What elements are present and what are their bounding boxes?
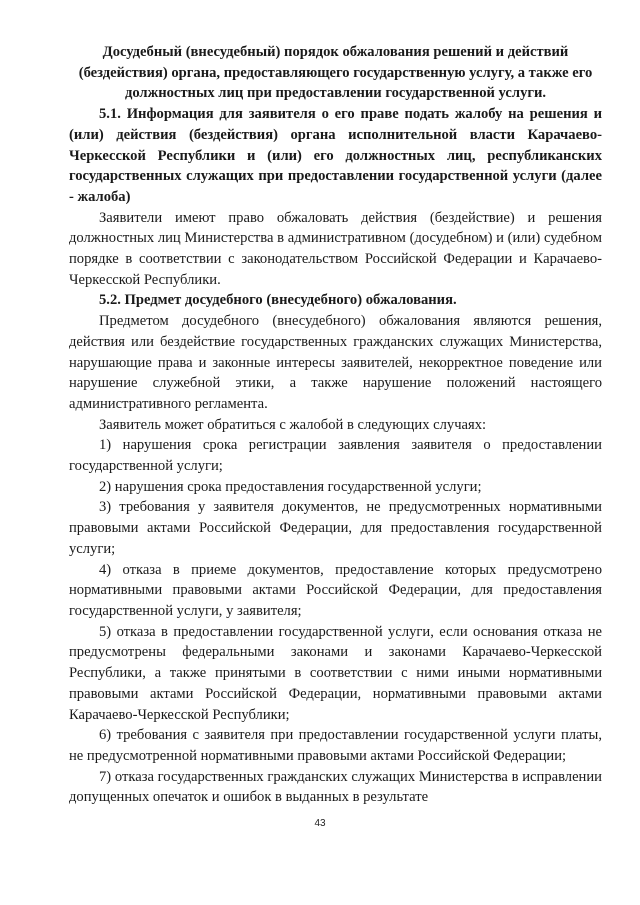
page-number: 43: [314, 818, 326, 829]
complaint-cases-intro: Заявитель может обратиться с жалобой в следующих случаях:: [99, 416, 487, 433]
complaint-case-item: 2) нарушения срока предоставления государственной услуги;: [99, 478, 482, 495]
complaint-case-item: 7) отказа государственных гражданских служащих Министерства в исправлении допущенных опечаток и ошибок в выданных в результате: [69, 768, 602, 806]
section-5-2-heading: 5.2. Предмет досудебного (внесудебного) обжалования.: [99, 292, 457, 309]
section-5-1-heading: 5.1. Информация для заявителя о его праве подать жалобу на решения и (или) действия (бездействия) органа исполнительной власти Карачаево-Черкесской Республики и (или) его должностных лиц, республиканских государственных служащих при предоставлении государственной услуги (далее - жалоба): [69, 106, 602, 205]
complaint-case-item: 3) требования у заявителя документов, не предусмотренных нормативными правовыми актами Российской Федерации, для предоставления государственной услуги;: [69, 499, 602, 557]
complaint-case-item: 5) отказа в предоставлении государственной услуги, если основания отказа не предусмотрены федеральными законами и законами Карачаево-Черкесской Республики, а также принятыми в соответствии с ними иными нормативными правовыми актами Российской Федерации, нормативными правовыми актами Карачаево-Черкесской Республики;: [69, 623, 602, 723]
complaint-case-item: 4) отказа в приеме документов, предоставление которых предусмотрено нормативными правовыми актами Российской Федерации, для предоставления государственной услуги, у заявителя;: [69, 561, 602, 619]
complaint-case-item: 1) нарушения срока регистрации заявления заявителя о предоставлении государственной услуги;: [69, 437, 602, 475]
section-5-2-paragraph: Предметом досудебного (внесудебного) обжалования являются решения, действия или бездействие государственных гражданских служащих Министерства, нарушающие права и законные интересы заявителей, некорректное поведение или нарушение служебной этики, а также нарушение положений настоящего административного регламента.: [69, 313, 602, 412]
section-5-1-paragraph: Заявители имеют право обжаловать действия (бездействие) и решения должностных лиц Министерства в административном (досудебном) и (или) судебном порядке в соответствии с законодательством Российской Федерации и Карачаево-Черкесской Республики.: [69, 209, 602, 288]
document-title: Досудебный (внесудебный) порядок обжалования решений и действий (бездействия) органа, предоставляющего государственную услугу, а также его должностных лиц при предоставлении государственной услуги.: [78, 44, 593, 102]
complaint-case-item: 6) требования с заявителя при предоставлении государственной услуги платы, не предусмотренной нормативными правовыми актами Российской Федерации;: [69, 727, 602, 764]
document-page: [69, 42, 602, 808]
